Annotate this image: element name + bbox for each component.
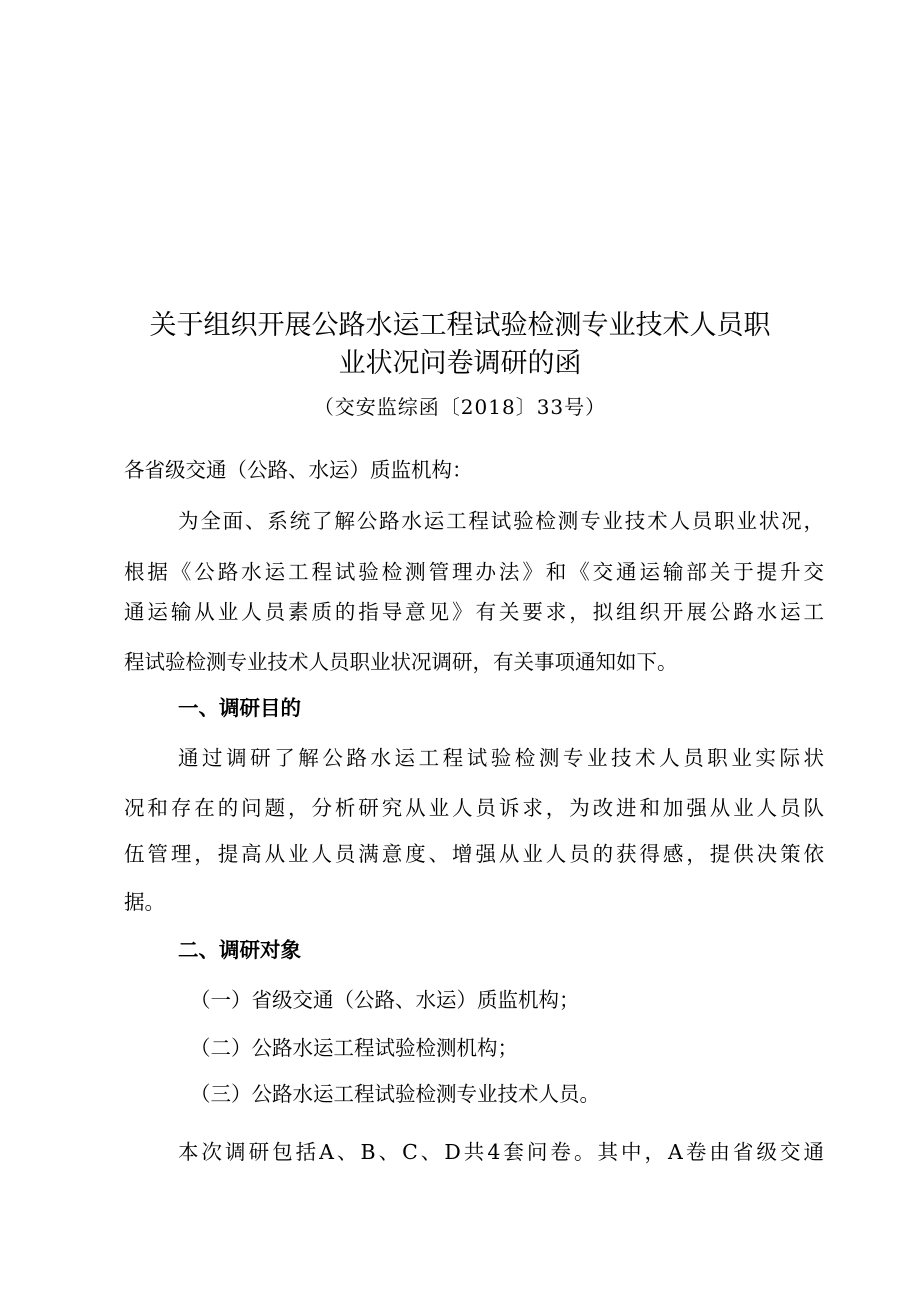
target-list-item: （一）省级交通（公路、水运）质监机构； bbox=[190, 988, 580, 1012]
section-heading-purpose: 一、调研目的 bbox=[178, 696, 301, 720]
document-title-line-2: 业状况问卷调研的函 bbox=[338, 348, 582, 379]
target-list-item: （三）公路水运工程试验检测专业技术人员。 bbox=[190, 1082, 600, 1106]
document-number: （交安监综函〔2018〕33号） bbox=[313, 395, 607, 419]
recipient-line: 各省级交通（公路、水运）质监机构： bbox=[124, 458, 473, 482]
document-title-line-1: 关于组织开展公路水运工程试验检测专业技术人员职 bbox=[149, 310, 771, 341]
purpose-paragraph-line: 据。 bbox=[124, 890, 165, 914]
purpose-paragraph-line: 伍管理，提高从业人员满意度、增强从业人员的获得感，提供决策依 bbox=[124, 842, 824, 866]
intro-paragraph-line: 为全面、系统了解公路水运工程试验检测专业技术人员职业状况， bbox=[178, 509, 824, 533]
purpose-paragraph-line: 通过调研了解公路水运工程试验检测专业技术人员职业实际状 bbox=[178, 746, 824, 770]
target-list-item: （二）公路水运工程试验检测机构； bbox=[190, 1036, 518, 1060]
intro-paragraph-line: 通运输从业人员素质的指导意见》有关要求，拟组织开展公路水运工 bbox=[124, 600, 824, 624]
intro-paragraph-line: 根据《公路水运工程试验检测管理办法》和《交通运输部关于提升交 bbox=[124, 560, 824, 584]
purpose-paragraph-line: 况和存在的问题，分析研究从业人员诉求，为改进和加强从业人员队 bbox=[124, 796, 824, 820]
intro-paragraph-line: 程试验检测专业技术人员职业状况调研，有关事项通知如下。 bbox=[124, 650, 678, 674]
closing-paragraph-line: 本次调研包括A、B、C、D共4套问卷。其中，A卷由省级交通 bbox=[178, 1140, 824, 1164]
section-heading-targets: 二、调研对象 bbox=[178, 938, 301, 962]
